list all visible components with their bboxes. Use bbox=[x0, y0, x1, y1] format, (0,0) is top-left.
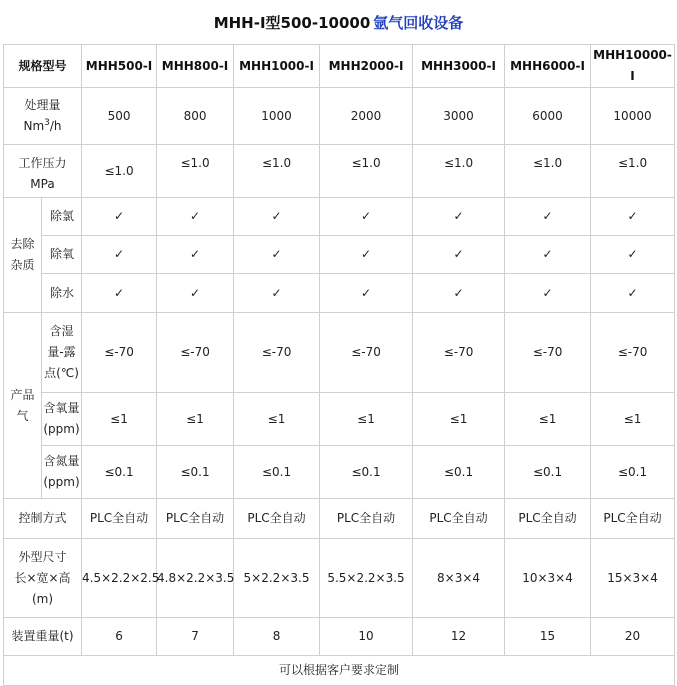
dew-cell: ≤-70 bbox=[320, 313, 413, 393]
product-group-line2: 气 bbox=[16, 408, 29, 423]
capacity-cell: 800 bbox=[157, 88, 234, 145]
oxygen-cell: ≤1 bbox=[320, 393, 413, 446]
impurity-label: 除水 bbox=[42, 274, 82, 313]
pressure-label-line2: MPa bbox=[30, 177, 55, 191]
weight-cell: 7 bbox=[157, 618, 234, 656]
capacity-label-line1: 处理量 bbox=[24, 98, 61, 112]
weight-cell: 6 bbox=[82, 618, 157, 656]
capacity-unit-b: /h bbox=[49, 119, 62, 133]
control-cell: PLC全自动 bbox=[82, 499, 157, 539]
check-cell: ✓ bbox=[320, 274, 413, 313]
check-cell: ✓ bbox=[157, 274, 234, 313]
control-label: 控制方式 bbox=[4, 499, 82, 539]
model-cell: MHH3000-Ⅰ bbox=[413, 45, 505, 88]
title-main: MHH-Ⅰ型500-10000 bbox=[213, 13, 371, 32]
impurity-label: 除氯 bbox=[42, 198, 82, 236]
control-cell: PLC全自动 bbox=[157, 499, 234, 539]
nitrogen-cell: ≤0.1 bbox=[157, 446, 234, 499]
size-cell: 8×3×4 bbox=[413, 539, 505, 618]
control-cell: PLC全自动 bbox=[234, 499, 320, 539]
product-row-nitrogen bbox=[4, 446, 675, 499]
control-cell: PLC全自动 bbox=[413, 499, 505, 539]
capacity-cell: 3000 bbox=[413, 88, 505, 145]
check-cell: ✓ bbox=[591, 198, 675, 236]
size-label-line1: 外型尺寸 bbox=[18, 549, 67, 564]
capacity-cell: 6000 bbox=[505, 88, 591, 145]
check-cell: ✓ bbox=[82, 274, 157, 313]
capacity-unit-a: Nm bbox=[23, 119, 45, 133]
product-row-oxygen bbox=[4, 393, 675, 446]
weight-cell: 8 bbox=[234, 618, 320, 656]
dew-label-line3: 点(℃) bbox=[44, 366, 79, 380]
oxygen-label-line2: (ppm) bbox=[43, 422, 80, 436]
size-cell: 5.5×2.2×3.5 bbox=[320, 539, 413, 618]
impurity-group-line2: 杂质 bbox=[10, 258, 35, 272]
capacity-row bbox=[4, 88, 675, 145]
impurity-row-oxygen bbox=[4, 236, 675, 274]
capacity-cell: 1000 bbox=[234, 88, 320, 145]
impurity-row-water bbox=[4, 274, 675, 313]
nitrogen-cell: ≤0.1 bbox=[505, 446, 591, 499]
pressure-cell: ≤1.0 bbox=[82, 145, 157, 198]
pressure-label-line1: 工作压力 bbox=[18, 156, 67, 170]
size-label bbox=[4, 539, 82, 618]
oxygen-cell: ≤1 bbox=[234, 393, 320, 446]
dew-cell: ≤-70 bbox=[505, 313, 591, 393]
size-cell: 5×2.2×3.5 bbox=[234, 539, 320, 618]
impurity-group-label bbox=[4, 198, 42, 313]
oxygen-label-line1: 含氧量 bbox=[43, 401, 80, 415]
capacity-unit-sup: 3 bbox=[44, 118, 50, 128]
size-cell: 4.8×2.2×3.5 bbox=[157, 539, 234, 618]
check-cell: ✓ bbox=[413, 236, 505, 274]
pressure-cell: ≤1.0 bbox=[320, 145, 413, 198]
pressure-cell: ≤1.0 bbox=[234, 145, 320, 198]
nitrogen-cell: ≤0.1 bbox=[234, 446, 320, 499]
oxygen-cell: ≤1 bbox=[413, 393, 505, 446]
pressure-label bbox=[4, 145, 82, 198]
dew-label-line1: 含湿 bbox=[49, 324, 74, 338]
check-cell: ✓ bbox=[234, 198, 320, 236]
oxygen-cell: ≤1 bbox=[591, 393, 675, 446]
check-cell: ✓ bbox=[234, 274, 320, 313]
nitrogen-cell: ≤0.1 bbox=[320, 446, 413, 499]
dew-cell: ≤-70 bbox=[234, 313, 320, 393]
check-cell: ✓ bbox=[82, 198, 157, 236]
size-cell: 4.5×2.2×2.5 bbox=[82, 539, 157, 618]
check-cell: ✓ bbox=[320, 198, 413, 236]
weight-cell: 10 bbox=[320, 618, 413, 656]
size-label-line2: 长×宽×高 bbox=[14, 570, 71, 585]
capacity-unit bbox=[4, 116, 81, 137]
nitrogen-cell: ≤0.1 bbox=[413, 446, 505, 499]
dew-label-line2: 量-露 bbox=[47, 345, 76, 359]
size-row bbox=[4, 539, 675, 618]
pressure-row bbox=[4, 145, 675, 198]
control-cell: PLC全自动 bbox=[591, 499, 675, 539]
nitrogen-label bbox=[42, 446, 82, 499]
size-label-line3: (m) bbox=[31, 591, 54, 606]
header-row bbox=[4, 45, 675, 88]
oxygen-cell: ≤1 bbox=[505, 393, 591, 446]
control-cell: PLC全自动 bbox=[505, 499, 591, 539]
impurity-label: 除氧 bbox=[42, 236, 82, 274]
check-cell: ✓ bbox=[505, 198, 591, 236]
capacity-cell: 10000 bbox=[591, 88, 675, 145]
control-cell: PLC全自动 bbox=[320, 499, 413, 539]
header-label: 规格型号 bbox=[4, 45, 82, 88]
model-cell: MHH500-Ⅰ bbox=[82, 45, 157, 88]
footer-note: 可以根据客户要求定制 bbox=[4, 656, 675, 686]
product-row-dewpoint bbox=[4, 313, 675, 393]
model-cell: MHH6000-Ⅰ bbox=[505, 45, 591, 88]
dew-label bbox=[42, 313, 82, 393]
check-cell: ✓ bbox=[413, 198, 505, 236]
model-cell: MHH2000-Ⅰ bbox=[320, 45, 413, 88]
model-cell: MHH10000-Ⅰ bbox=[591, 45, 675, 88]
size-cell: 10×3×4 bbox=[505, 539, 591, 618]
check-cell: ✓ bbox=[505, 274, 591, 313]
pressure-cell: ≤1.0 bbox=[505, 145, 591, 198]
dew-cell: ≤-70 bbox=[591, 313, 675, 393]
weight-cell: 12 bbox=[413, 618, 505, 656]
pressure-cell: ≤1.0 bbox=[157, 145, 234, 198]
check-cell: ✓ bbox=[591, 236, 675, 274]
weight-cell: 20 bbox=[591, 618, 675, 656]
capacity-label bbox=[4, 88, 82, 145]
page-title bbox=[0, 0, 677, 44]
dew-cell: ≤-70 bbox=[413, 313, 505, 393]
check-cell: ✓ bbox=[82, 236, 157, 274]
dew-cell: ≤-70 bbox=[157, 313, 234, 393]
oxygen-cell: ≤1 bbox=[157, 393, 234, 446]
product-group-line1: 产品 bbox=[10, 387, 35, 402]
pressure-cell: ≤1.0 bbox=[413, 145, 505, 198]
weight-cell: 15 bbox=[505, 618, 591, 656]
capacity-cell: 500 bbox=[82, 88, 157, 145]
weight-row bbox=[4, 618, 675, 656]
check-cell: ✓ bbox=[157, 198, 234, 236]
footer-row bbox=[4, 656, 675, 686]
oxygen-label bbox=[42, 393, 82, 446]
impurity-row-chlorine bbox=[4, 198, 675, 236]
capacity-cell: 2000 bbox=[320, 88, 413, 145]
impurity-group-line1: 去除 bbox=[10, 237, 35, 251]
model-cell: MHH800-Ⅰ bbox=[157, 45, 234, 88]
check-cell: ✓ bbox=[234, 236, 320, 274]
check-cell: ✓ bbox=[505, 236, 591, 274]
product-group-label bbox=[4, 313, 42, 499]
title-sub: 氩气回收设备 bbox=[373, 13, 464, 32]
check-cell: ✓ bbox=[320, 236, 413, 274]
size-cell: 15×3×4 bbox=[591, 539, 675, 618]
weight-label: 装置重量(t) bbox=[4, 618, 82, 656]
control-row bbox=[4, 499, 675, 539]
spec-table bbox=[3, 44, 675, 686]
nitrogen-label-line1: 含氮量 bbox=[43, 454, 80, 468]
check-cell: ✓ bbox=[413, 274, 505, 313]
check-cell: ✓ bbox=[591, 274, 675, 313]
nitrogen-label-line2: (ppm) bbox=[43, 475, 80, 489]
dew-cell: ≤-70 bbox=[82, 313, 157, 393]
nitrogen-cell: ≤0.1 bbox=[591, 446, 675, 499]
nitrogen-cell: ≤0.1 bbox=[82, 446, 157, 499]
check-cell: ✓ bbox=[157, 236, 234, 274]
model-cell: MHH1000-Ⅰ bbox=[234, 45, 320, 88]
oxygen-cell: ≤1 bbox=[82, 393, 157, 446]
pressure-cell: ≤1.0 bbox=[591, 145, 675, 198]
